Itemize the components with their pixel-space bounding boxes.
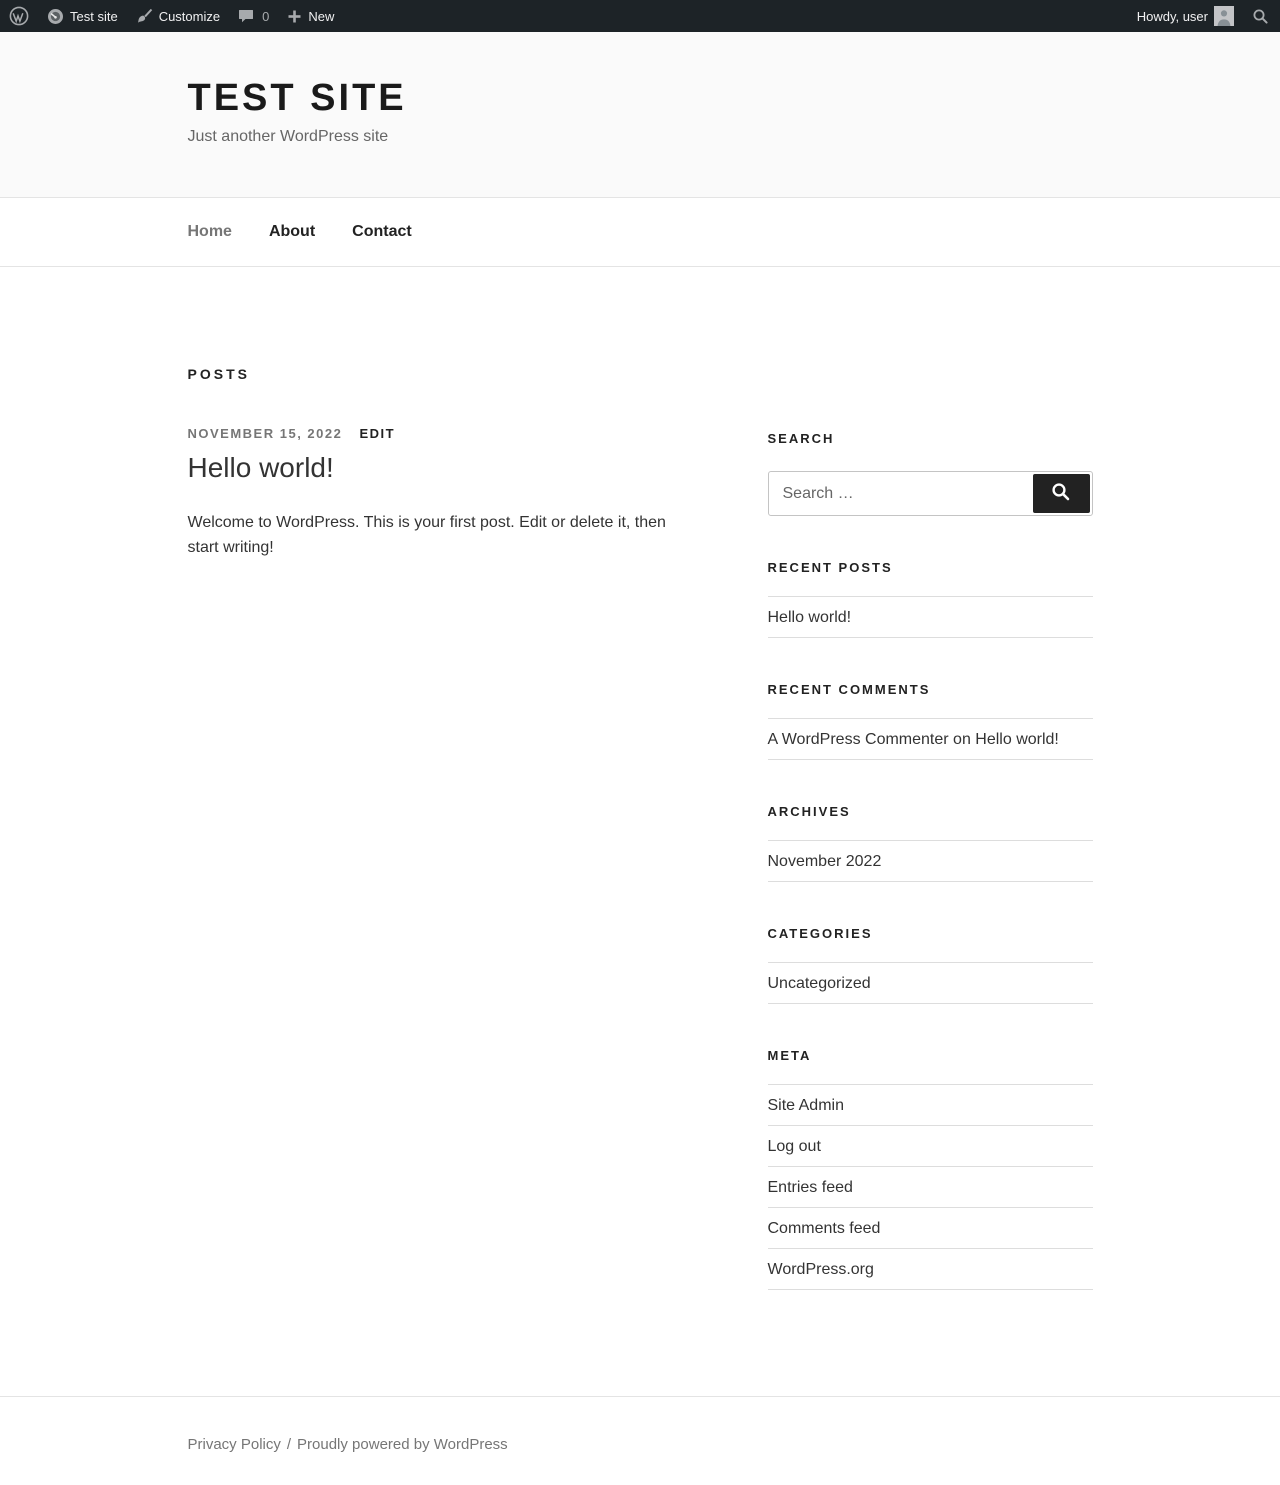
content-area xyxy=(188,267,1093,1396)
post-body: Welcome to WordPress. This is your first post. Edit or delete it, then start writing! xyxy=(187,514,666,557)
toolbar-my-account[interactable] xyxy=(1128,0,1243,32)
primary-navigation xyxy=(0,197,1280,267)
nav-item-contact[interactable]: Contact xyxy=(352,223,412,240)
meta-comments-feed-link[interactable]: Comments feed xyxy=(767,1220,881,1237)
recent-posts-title: RECENT POSTS xyxy=(767,560,893,575)
recent-post-item xyxy=(768,597,1093,638)
toolbar-customize-label: Customize xyxy=(158,8,221,24)
archive-item xyxy=(768,841,1093,882)
recent-post-link[interactable]: Hello world! xyxy=(767,609,852,626)
toolbar-right xyxy=(1128,0,1280,32)
meta-item xyxy=(768,1085,1093,1126)
archive-link[interactable]: November 2022 xyxy=(767,853,882,870)
post-date-link[interactable]: NOVEMBER 15, 2022 xyxy=(187,426,343,442)
main-column xyxy=(188,357,683,1290)
search-input[interactable] xyxy=(769,472,1026,515)
brush-icon xyxy=(136,8,153,25)
plus-icon xyxy=(287,9,302,24)
site-tagline: Just another WordPress site xyxy=(187,127,389,145)
comment-post-link[interactable]: Hello world! xyxy=(975,731,1059,748)
search-widget xyxy=(768,431,1093,516)
meta-site-admin-link[interactable]: Site Admin xyxy=(767,1097,844,1114)
site-footer xyxy=(0,1396,1280,1485)
search-submit-button[interactable] xyxy=(1033,474,1090,513)
toolbar-comments-count: 0 xyxy=(262,8,270,24)
footer-separator: / xyxy=(286,1436,292,1453)
privacy-policy-link[interactable]: Privacy Policy xyxy=(187,1436,281,1453)
category-item xyxy=(768,963,1093,1004)
category-link[interactable]: Uncategorized xyxy=(767,975,871,992)
comment-author-link[interactable]: A WordPress Commenter xyxy=(767,731,949,748)
categories-title: CATEGORIES xyxy=(767,926,873,941)
site-header xyxy=(0,32,1280,197)
meta-item xyxy=(768,1249,1093,1290)
meta-log-out-link[interactable]: Log out xyxy=(767,1138,821,1155)
meta-title: META xyxy=(767,1048,812,1063)
post-article xyxy=(188,426,683,561)
meta-item xyxy=(768,1167,1093,1208)
nav-item-about[interactable]: About xyxy=(268,223,316,240)
wp-logo-menu[interactable] xyxy=(0,0,38,32)
meta-item xyxy=(768,1126,1093,1167)
toolbar-search[interactable] xyxy=(1243,0,1278,32)
toolbar-new-label: New xyxy=(308,8,335,24)
meta-item xyxy=(768,1208,1093,1249)
search-form xyxy=(768,471,1093,516)
dashboard-gauge-icon xyxy=(47,8,64,25)
toolbar-new[interactable] xyxy=(278,0,343,32)
search-submit-icon xyxy=(1050,481,1072,506)
user-avatar xyxy=(1214,6,1234,26)
powered-by-link[interactable]: Proudly powered by WordPress xyxy=(297,1436,508,1453)
post-edit-link[interactable]: EDIT xyxy=(359,426,396,442)
toolbar-site-name[interactable] xyxy=(38,0,127,32)
recent-posts-widget xyxy=(768,560,1093,638)
page-title: POSTS xyxy=(187,366,250,383)
recent-comments-widget xyxy=(768,682,1093,760)
toolbar-comments[interactable] xyxy=(229,0,278,32)
search-icon xyxy=(1252,8,1269,25)
toolbar-site-name-label: Test site xyxy=(70,8,118,24)
toolbar-customize[interactable] xyxy=(127,0,229,32)
archives-widget xyxy=(768,804,1093,882)
wordpress-logo-icon xyxy=(9,6,29,26)
comment-bubble-icon xyxy=(238,8,254,24)
archives-title: ARCHIVES xyxy=(767,804,851,819)
nav-item-home[interactable]: Home xyxy=(187,223,232,240)
recent-comment-item xyxy=(768,719,1093,760)
categories-widget xyxy=(768,926,1093,1004)
admin-toolbar xyxy=(0,0,1280,32)
site-title[interactable]: TEST SITE xyxy=(187,77,407,119)
sidebar xyxy=(768,357,1093,1290)
post-title-link[interactable]: Hello world! xyxy=(187,452,334,484)
meta-entries-feed-link[interactable]: Entries feed xyxy=(767,1179,853,1196)
comment-connector: on xyxy=(948,731,976,748)
recent-comments-title: RECENT COMMENTS xyxy=(767,682,931,697)
meta-wordpress-org-link[interactable]: WordPress.org xyxy=(767,1261,874,1278)
toolbar-howdy-label: Howdy, user xyxy=(1136,8,1208,24)
entry-meta xyxy=(188,426,683,441)
meta-widget xyxy=(768,1048,1093,1290)
search-widget-title: SEARCH xyxy=(767,431,835,446)
